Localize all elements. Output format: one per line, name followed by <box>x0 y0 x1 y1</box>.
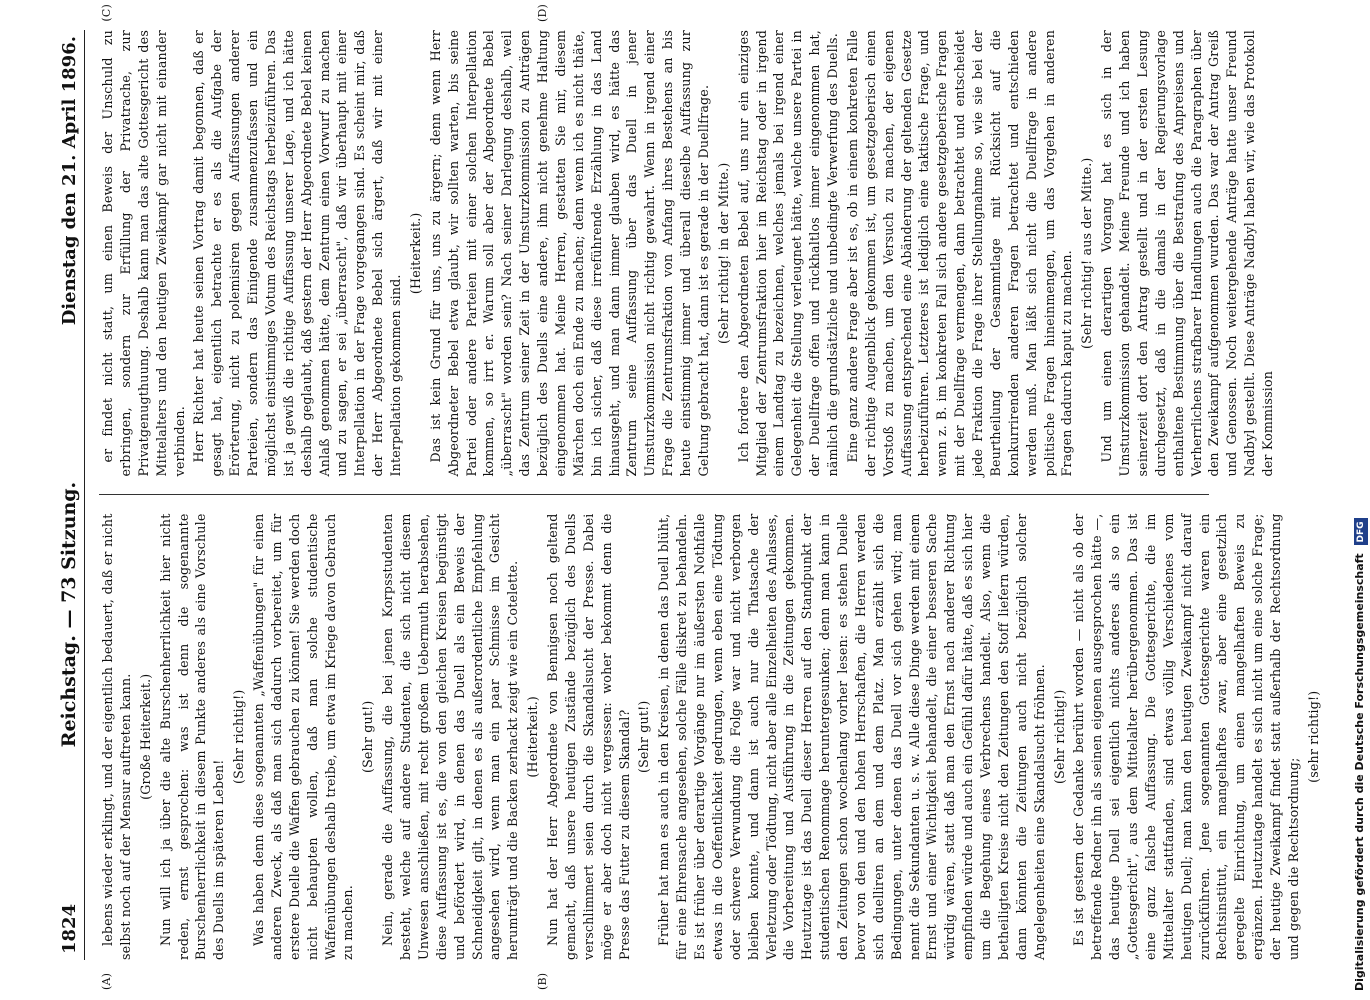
paragraph: Früher hat man es auch in den Kreisen, in denen das Duell blüht, für eine Ehrensache angesehen, solche Fälle diskret zu behandeln. Es ist früher über derartige Vorgänge nur im äußersten Nothfalle etwas in die Oeffentlichkeit gedrungen, wenn eben eine Tödtung oder schwere Verwundung die Folge war und nicht verborgen bleiben konnte, und dann ist auch nur die Thatsache der Verletzung oder Tödtung, nicht aber alle Einzelheiten des Anlasses, die Vorbereitung und Ausführung in die Zeitungen gekommen. Heutzutage ist das Duell dieser Herren auf den Standpunkt der studentischen Renommage heruntergesunken; denn man kann in den Zeitungen schon wochenlang vorher lesen: es stehen Duelle bevor von den und den hohen Herrschaften, die Herren werden sich duelliren an dem und dem Platz. Man erzählt sich die Bedingungen, unter denen das Duell vor sich gehen wird; man nennt die Sekundanten u. s. w. Alle diese Dinge werden mit einem Ernst und einer Wichtigkeit behandelt, die einer besseren Sache würdig wären, statt daß man den Ernst nach anderer Richtung empfinden würde und auch ein Gefühl dafür hätte, daß es sich hier um die Begehung eines Verbrechens handelt. Also, wenn die betheiligten Kreise nicht den Zeitungen den Stoff liefern würden, dann könnten die Zeitungen auch nicht bezüglich solcher Angelegenheiten eine Skandalsucht fröhnen. <box>656 513 1047 960</box>
dfg-stamp <box>1330 6 1366 991</box>
interjection: (Sehr richtig! aus der Mitte.) <box>1079 157 1095 350</box>
left-column <box>99 513 1321 990</box>
paragraph: Was haben denn diese sogenannten „Waffenübungen" für einen anderen Zweck, als daß man sich dadurch vorbereitet, um für erstere Duelle die Waffen gebrauchen zu können! Sie werden doch nicht behaupten wollen, daß man solche studentische Waffenübungen deshalb treibe, um etwa im Kriege davon Gebrauch zu machen. <box>251 513 356 960</box>
interjection: (Sehr richtig!) <box>231 689 247 784</box>
interjection: (Sehr richtig! in der Mitte.) <box>715 162 731 344</box>
paragraph: Nein, gerade die Auffassung, die bei jenen Korpsstudenten besteht, welche auf andere Studenten, die sich nicht diesem Unwesen anschließen, mit recht großem Uebermuth herabsehen, diese Auffassung ist es, die von den gleichen Kreisen begünstigt und befördert wird, in denen das Duell als ein Beweis der Schneidigkeit gilt, in denen es als außerordentliche Empfehlung angesehen wird, wenn man ein paar Schmisse im Gesicht herumträgt und die Backen zerhackt zeigt wie ein Cotelette. <box>380 513 521 960</box>
paragraph: Ich fordere den Abgeordneten Bebel auf, uns nur ein einziges Mitglied der Zentrumsfraktion hier im Reichstag oder in irgend einem Landtag zu bezeichnen, welches jemals bei irgend einer Gelegenheit die Stellung verleugnet hätte, welche unsere Partei in der Duellfrage offen und rückhaltlos immer eingenommen hat, nämlich die grundsätzliche und unbedingte Verwerfung des Duells. <box>735 30 840 477</box>
interjection: (Heiterkeit.) <box>525 695 541 778</box>
interjection: (Große Heiterkeit.) <box>137 673 153 800</box>
paragraph: Es ist gestern der Gedanke berührt worden — nicht als ob der betreffende Redner ihn als seinen eigenen ausgesprochen hätte —, das heutige Duell sei eigentlich nichts anderes als so ein „Gottesgericht", aus dem Mittelalter herübergenommen. Das ist eine ganz falsche Auffassung. Die Gottesgerichte, die im Mittelalter stattfanden, sind etwas völlig Verschiedenes vom heutigen Duell; man kann den heutigen Zweikampf nicht darauf zurückführen. Jene sogenannten Gottesgerichte waren ein Rechtsinstitut, ein mangelhaftes zwar, aber eine gesetzlich geregelte Einrichtung, um einen mangelhaften Beweis zu ergänzen. Heutzutage handelt es sich nicht um eine solche Frage; der heutige Zweikampf findet statt außerhalb der Rechtsordnung und gegen die Rechtsordnung; <box>1071 513 1301 960</box>
paragraph: Nun hat der Herr Abgeordnete von Bennigsen noch geltend gemacht, daß unsere heutigen Zustände bezüglich des Duells verschlimmert seien durch die Skandalsucht der Presse. Dabei möge er aber doch nicht vergessen: woher bekommt denn die Presse das Futter zu diesem Skandal? <box>545 513 632 960</box>
page-number: 1824 <box>59 903 80 954</box>
right-column <box>99 4 1275 477</box>
interjection: (sehr richtig!) <box>1305 690 1321 783</box>
running-header <box>58 30 85 960</box>
interjection: (Sehr gut!) <box>360 700 376 774</box>
margin-mark-b: (B) <box>536 972 549 990</box>
dfg-credit-text: Digitalisierung gefördert durch die Deutsche Forschungsgemeinschaft <box>1353 553 1366 991</box>
margin-mark-c: (C) <box>100 4 113 22</box>
paragraph: Und um einen derartigen Vorgang hat es sich in der Umsturzkommission gehandelt. Meine Freunde und ich haben seinerzeit dort den Antrag gestellt und in der ersten Lesung durchgesetzt, daß in die damals in der Regierungsvorlage enthaltene Bestimmung über die Bestrafung des Anpreisens und Verherrlichens strafbarer Handlungen auch die Paragraphen über den Zweikampf aufgenommen wurden. Das war der Antrag Greiß und Genossen. Noch weitergehende Anträge hatte unser Freund Nadbyl gestellt. Diese Anträge Nadbyl haben wir, wie das Protokoll der Kommission <box>1099 30 1275 477</box>
margin-mark-a: (A) <box>100 972 113 990</box>
column-divider <box>99 495 1209 496</box>
interjection: (Sehr richtig!) <box>1051 689 1067 784</box>
dfg-logo: DFG <box>1354 518 1368 545</box>
interjection: (Heiterkeit.) <box>407 212 423 295</box>
paragraph: er findet nicht statt, um einen Beweis der Unschuld zu erbringen, sondern zur Erfüllung der Privatrache, zur Privatgenugthuung. Deshalb kann man das alte Gottesgericht des Mittelalters und den heutigen Zweikampf gar nicht mit einander verbinden. <box>100 30 187 477</box>
page-body <box>99 4 1321 990</box>
header-date: Dienstag den 21. April 1896. <box>59 36 80 326</box>
paragraph: Herr Richter hat heute seinen Vortrag damit begonnen, daß er gesagt hat, eigentlich betrachte er es als die Aufgabe der Erörterung, nicht zu polemisiren gegen Auffassungen anderer Parteien, sondern das Einigende zusammenzufassen und ein möglichst einstimmiges Votum des Reichstags herbeizuführen. Das ist ja gewiß die richtige Auffassung unserer Lage, und ich hätte deshalb geglaubt, daß gestern der Herr Abgeordnete Bebel keinen Anlaß genommen hätte, dem Zentrum einen Vorwurf zu machen und zu sagen, er sei „überrascht", daß wir überhaupt mit einer Interpellation in der Frage vorgegangen sind. Es scheint mir, daß der Herr Abgeordnete Bebel sich ärgert, daß wir mit einer Interpellation gekommen sind. <box>191 30 403 477</box>
paragraph: Eine ganz andere Frage aber ist es, ob in einem konkreten Falle der richtige Augenblick gekommen ist, um gesetzgeberisch einen Vorstoß zu machen, um den Versuch zu machen, der eigenen Auffassung entsprechend eine Abänderung der geltenden Gesetze herbeizuführen. Letzteres ist lediglich eine taktische Frage, und wenn z. B. im konkreten Fall sich andere gesetzgeberische Fragen mit der Duellfrage vermengen, dann betrachtet und entscheidet jede Fraktion die Frage ihrer Stellungnahme so, wie sie bei der Beurtheilung der Gesammtlage mit Rücksicht auf die konkurrirenden anderen Fragen betrachtet und entschieden werden muß. Man läßt sich nicht die Duellfrage in andere politische Fragen hineinmengen, um das Vorgehen in anderen Fragen dadurch kaput zu machen. <box>844 30 1075 477</box>
paragraph: lebens wieder erklingt, und der eigentlich bedauert, daß er nicht selbst noch auf der Mensur auftreten kann. <box>100 513 133 960</box>
paragraph: Nun will ich ja über die alte Burschenherrlichkeit hier nicht reden, ernst gesprochen: was ist denn die sogenannte Burschenherrlichkeit in diesem Punkte anderes als eine Vorschule des Duells im späteren Leben! <box>157 513 227 960</box>
paragraph: Das ist kein Grund für uns, uns zu ärgern; denn wenn Herr Abgeordneter Bebel etwa glaubt, wir sollten warten, bis seine Partei oder andere Parteien mit einer solchen Interpellation kommen, so irrt er. Warum soll aber der Abgeordnete Bebel „überrascht" worden sein? Nach seiner Darlegung deshalb, weil das Zentrum seiner Zeit in der Umsturzkommission zu Anträgen bezüglich des Duells eine andere, ihm nicht genehme Haltung eingenommen hat. Meine Herren, gestatten Sie mir, diesem Märchen doch ein Ende zu machen; denn wenn ich es nicht thäte, bin ich sicher, daß diese irreführende Erzählung in das Land hinausgeht, und man dann immer glauben wird, es hätte das Zentrum seine Auffassung über das Duell in jener Umsturzkommission nicht richtig gewahrt. Wenn in irgend einer Frage die Zentrumsfraktion von Anfang ihres Bestehens an bis heute einstimmig immer und überall dieselbe Auffassung zur Geltung gebracht hat, dann ist es gerade in der Duellfrage. <box>427 30 711 477</box>
interjection: (Sehr gut!) <box>636 700 652 774</box>
header-title: Reichstag. — 73 Sitzung. <box>58 481 80 748</box>
margin-mark-d: (D) <box>536 4 549 23</box>
